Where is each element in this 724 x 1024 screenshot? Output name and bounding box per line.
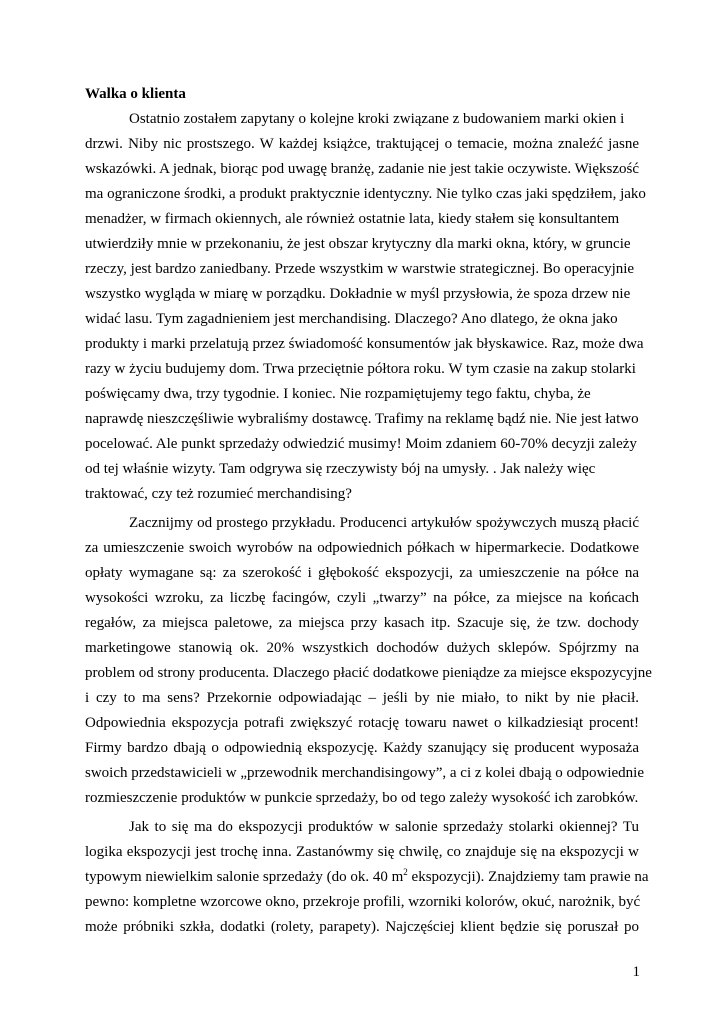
paragraph-line: Odpowiednia ekspozycja potrafi zwiększyć rotację towaru nawet o kilkadziesiąt procent! <box>85 715 639 731</box>
paragraph-line: swoich przedstawicieli w „przewodnik merchandisingowy”, a ci z kolei dbają o odpowiednie <box>85 765 644 781</box>
paragraph-line: widać lasu. Tym zagadnieniem jest merchandising. Dlaczego? Ano dlatego, że okna jako <box>85 311 618 327</box>
paragraph-line: logika ekspozycji jest trochę inna. Zastanówmy się chwilę, co znajduje się na ekspozycji w <box>85 844 639 860</box>
paragraph-line: produkty i marki przelatują przez świadomość konsumentów jak błyskawice. Raz, może dwa <box>85 336 644 352</box>
paragraph-line: naprawdę nieszczęśliwie wybraliśmy dostawcę. Trafimy na reklamę bądź nie. Nie jest łatwo <box>85 411 639 427</box>
paragraph-line: może próbniki szkła, dodatki (rolety, parapety). Najczęściej klient będzie się poruszał po <box>85 919 639 935</box>
paragraph-line: od tej właśnie wizyty. Tam odgrywa się rzeczywisty bój na umysły. . Jak należy więc <box>85 461 596 477</box>
paragraph-line: drzwi. Niby nic prostszego. W każdej książce, traktującej o temacie, można znaleźć jasne <box>85 136 639 152</box>
paragraph-line: razy w życiu budujemy dom. Trwa przeciętnie półtora roku. W tym czasie na zakup stolarki <box>85 361 636 377</box>
paragraph-line: poświęcamy dwa, trzy tygodnie. I koniec. Nie rozpamiętujemy tego faktu, chyba, że <box>85 386 591 402</box>
paragraph-line: pocelować. Ale punkt sprzedaży odwiedzić musimy! Moim zdaniem 60-70% decyzji zależy <box>85 436 637 452</box>
paragraph-line: utwierdziły mnie w przekonaniu, że jest obszar krytyczny dla marki okna, który, w gruncie <box>85 236 631 252</box>
paragraph-line: problem od strony producenta. Dlaczego płacić dodatkowe pieniądze za miejsce ekspozycyjne <box>85 665 652 681</box>
paragraph-line: wszystko wygląda w miarę w porządku. Dokładnie w myśl przysłowia, że spoza drzew nie <box>85 286 631 302</box>
paragraph-line: Ostatnio zostałem zapytany o kolejne kroki związane z budowaniem marki okien i <box>129 111 625 127</box>
paragraph-line: marketingowe stanowią ok. 20% wszystkich dochodów dużych sklepów. Spójrzmy na <box>85 640 639 656</box>
paragraph-line: regałów, za miejsca paletowe, za miejsca przy kasach itp. Szacuje się, że tzw. dochody <box>85 615 639 631</box>
page-number: 1 <box>632 964 640 980</box>
paragraph-line: ma ograniczone środki, a produkt praktycznie identyczny. Nie tylko czas jaki spędziłem, jako <box>85 186 646 202</box>
paragraph-line: Jak to się ma do ekspozycji produktów w salonie sprzedaży stolarki okiennej? Tu <box>129 819 639 835</box>
paragraph-line: traktować, czy też rozumieć merchandising? <box>85 486 352 502</box>
paragraph-line: opłaty wymagane są: za szerokość i głębokość ekspozycji, za umieszczenie na półce na <box>85 565 639 581</box>
paragraph-line: za umieszczenie swoich wyrobów na odpowiednich półkach w hipermarkecie. Dodatkowe <box>85 540 639 556</box>
paragraph-line: menadżer, w firmach okiennych, ale również ostatnie lata, kiedy stałem się konsultantem <box>85 211 620 227</box>
paragraph-line: rzeczy, jest bardzo zaniedbany. Przede wszystkim w warstwie strategicznej. Bo operacyjnie <box>85 261 635 277</box>
paragraph-line: wskazówki. A jednak, biorąc pod uwagę branżę, zadanie nie jest takie oczywiste. Większość <box>85 161 639 177</box>
paragraph-line: Firmy bardzo dbają o odpowiednią ekspozycję. Każdy szanujący się producent wyposaża <box>85 740 639 756</box>
superscript: 2 <box>403 867 408 877</box>
paragraph-line: i czy to ma sens? Przekornie odpowiadając – jeśli by nie miało, to nikt by nie płacił. <box>85 690 639 706</box>
paragraph-line: Zacznijmy od prostego przykładu. Producenci artykułów spożywczych muszą płacić <box>129 515 639 531</box>
paragraph-line: wysokości wzroku, za liczbę facingów, czyli „twarzy” na półce, za miejsce na końcach <box>85 590 639 606</box>
document-title: Walka o klienta <box>85 86 186 102</box>
line-text-tail: ekspozycji). Znajdziemy tam prawie na <box>407 869 649 885</box>
paragraph-line: rozmieszczenie produktów w punkcie sprzedaży, bo od tego zależy wysokość ich zarobków. <box>85 790 639 806</box>
paragraph-line: pewno: kompletne wzorcowe okno, przekroje profili, wzorniki kolorów, okuć, narożnik, być <box>85 894 641 910</box>
paragraph-line-with-superscript <box>85 867 649 887</box>
line-text: typowym niewielkim salonie sprzedaży (do ok. 40 m <box>85 869 404 885</box>
